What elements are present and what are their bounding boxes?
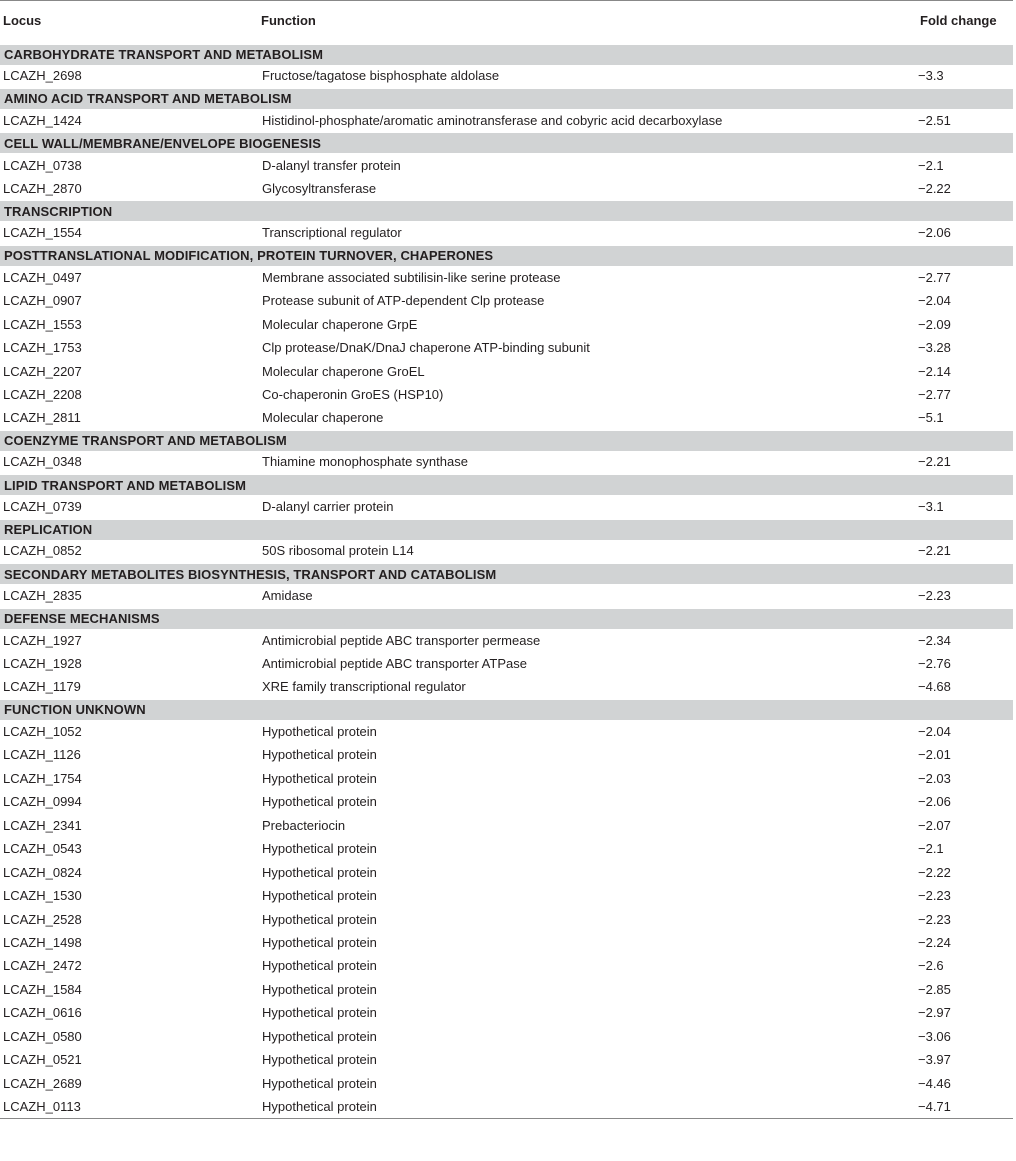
function-cell: Hypothetical protein xyxy=(262,841,377,857)
table-row xyxy=(0,978,1013,1001)
table-row xyxy=(0,1048,1013,1071)
fold-change-cell: −2.77 xyxy=(918,269,951,285)
function-cell: Molecular chaperone xyxy=(262,410,384,426)
function-cell: Amidase xyxy=(262,587,313,603)
section-title: COENZYME TRANSPORT AND METABOLISM xyxy=(0,430,1013,451)
function-cell: Glycosyltransferase xyxy=(262,180,377,196)
section-header-row xyxy=(0,608,1013,629)
function-cell: Hypothetical protein xyxy=(262,864,377,880)
table-header xyxy=(0,1,1013,44)
section-title: DEFENSE MECHANISMS xyxy=(0,608,1013,629)
locus-cell: LCAZH_0543 xyxy=(3,841,82,857)
table-row xyxy=(0,383,1013,406)
locus-cell: LCAZH_1424 xyxy=(3,112,82,128)
section-header-row xyxy=(0,430,1013,451)
table-row xyxy=(0,837,1013,860)
function-cell: Hypothetical protein xyxy=(262,794,377,810)
function-cell: D-alanyl transfer protein xyxy=(262,157,401,173)
function-cell: D-alanyl carrier protein xyxy=(262,498,394,514)
fold-change-cell: −2.23 xyxy=(918,587,951,603)
header-fold-change: Fold change xyxy=(918,1,1013,44)
function-cell: Hypothetical protein xyxy=(262,1075,377,1091)
table-row xyxy=(0,931,1013,954)
function-cell: Hypothetical protein xyxy=(262,1028,377,1044)
function-cell: Histidinol-phosphate/aromatic aminotransferase and cobyric acid decarboxylase xyxy=(262,112,723,128)
fold-change-cell: −2.76 xyxy=(918,656,951,672)
function-cell: Thiamine monophosphate synthase xyxy=(262,454,468,470)
locus-cell: LCAZH_0521 xyxy=(3,1052,82,1068)
section-title: POSTTRANSLATIONAL MODIFICATION, PROTEIN TURNOVER, CHAPERONES xyxy=(0,245,1013,266)
fold-change-cell: −3.1 xyxy=(918,498,944,514)
fold-change-cell: −2.77 xyxy=(918,387,951,403)
section-title: SECONDARY METABOLITES BIOSYNTHESIS, TRANSPORT AND CATABOLISM xyxy=(0,563,1013,584)
fold-change-cell: −2.6 xyxy=(918,958,944,974)
function-cell: Hypothetical protein xyxy=(262,888,377,904)
table-body xyxy=(0,44,1013,1119)
function-cell: Hypothetical protein xyxy=(262,981,377,997)
locus-cell: LCAZH_0852 xyxy=(3,543,82,559)
table-row xyxy=(0,584,1013,607)
section-header-row xyxy=(0,474,1013,495)
fold-change-cell: −4.46 xyxy=(918,1075,951,1091)
table-row xyxy=(0,720,1013,743)
locus-cell: LCAZH_0348 xyxy=(3,454,82,470)
function-cell: Hypothetical protein xyxy=(262,911,377,927)
function-cell: Membrane associated subtilisin-like serine protease xyxy=(262,269,561,285)
fold-change-cell: −4.71 xyxy=(918,1095,1013,1118)
table-row xyxy=(0,336,1013,359)
function-cell: Antimicrobial peptide ABC transporter ATPase xyxy=(262,656,527,672)
section-title: LIPID TRANSPORT AND METABOLISM xyxy=(0,474,1013,495)
function-cell: 50S ribosomal protein L14 xyxy=(262,543,414,559)
function-cell: Hypothetical protein xyxy=(262,1052,377,1068)
locus-cell: LCAZH_1179 xyxy=(3,679,81,695)
section-header-row xyxy=(0,563,1013,584)
fold-change-cell: −2.51 xyxy=(918,112,951,128)
fold-change-cell: −3.3 xyxy=(918,68,944,84)
table-row xyxy=(0,1001,1013,1024)
table-row xyxy=(0,743,1013,766)
table-row xyxy=(0,313,1013,336)
locus-cell: LCAZH_1754 xyxy=(3,770,82,786)
section-title: TRANSCRIPTION xyxy=(0,200,1013,221)
fold-change-cell: −3.97 xyxy=(918,1052,951,1068)
fold-change-cell: −2.04 xyxy=(918,724,951,740)
table-row xyxy=(0,153,1013,176)
fold-change-cell: −4.68 xyxy=(918,679,951,695)
function-cell: Molecular chaperone GroEL xyxy=(262,363,425,379)
fold-change-cell: −2.21 xyxy=(918,543,951,559)
fold-change-cell: −2.23 xyxy=(918,888,951,904)
locus-cell: LCAZH_0907 xyxy=(3,293,82,309)
table-row xyxy=(0,1071,1013,1094)
function-cell: Prebacteriocin xyxy=(262,817,346,833)
function-cell: Hypothetical protein xyxy=(262,1005,377,1021)
locus-cell: LCAZH_2207 xyxy=(3,363,82,379)
fold-change-cell: −2.1 xyxy=(918,157,944,173)
table-row xyxy=(0,65,1013,88)
function-cell: Hypothetical protein xyxy=(258,1095,918,1118)
section-header-row xyxy=(0,519,1013,540)
section-header-row xyxy=(0,88,1013,109)
fold-change-cell: −2.23 xyxy=(918,911,951,927)
locus-cell: LCAZH_2208 xyxy=(3,387,82,403)
fold-change-cell: −3.06 xyxy=(918,1028,951,1044)
function-cell: Fructose/tagatose bisphosphate aldolase xyxy=(262,68,500,84)
locus-cell: LCAZH_0994 xyxy=(3,794,82,810)
locus-cell: LCAZH_0616 xyxy=(3,1005,82,1021)
locus-cell: LCAZH_1554 xyxy=(3,224,82,240)
locus-cell: LCAZH_0739 xyxy=(3,498,82,514)
section-title: FUNCTION UNKNOWN xyxy=(0,699,1013,720)
locus-cell: LCAZH_1052 xyxy=(3,724,82,740)
table-row xyxy=(0,177,1013,200)
table-row xyxy=(0,109,1013,132)
function-cell: Hypothetical protein xyxy=(262,724,377,740)
table-row xyxy=(0,954,1013,977)
table-row xyxy=(0,884,1013,907)
table-row xyxy=(0,814,1013,837)
fold-change-cell: −2.22 xyxy=(918,180,951,196)
function-cell: Antimicrobial peptide ABC transporter permease xyxy=(262,632,541,648)
section-title: AMINO ACID TRANSPORT AND METABOLISM xyxy=(0,88,1013,109)
function-cell: Hypothetical protein xyxy=(262,958,377,974)
table-row xyxy=(0,675,1013,698)
function-cell: Co-chaperonin GroES (HSP10) xyxy=(262,387,444,403)
table-row xyxy=(0,266,1013,289)
fold-change-cell: −2.97 xyxy=(918,1005,951,1021)
locus-cell: LCAZH_1753 xyxy=(3,340,82,356)
fold-change-cell: −5.1 xyxy=(918,410,944,426)
locus-cell: LCAZH_2689 xyxy=(3,1075,82,1091)
fold-change-cell: −2.09 xyxy=(918,316,951,332)
section-header-row xyxy=(0,245,1013,266)
table-row xyxy=(0,1025,1013,1048)
function-cell: XRE family transcriptional regulator xyxy=(262,679,466,695)
table-row xyxy=(0,451,1013,474)
locus-cell: LCAZH_2835 xyxy=(3,587,82,603)
fold-change-cell: −2.06 xyxy=(918,794,951,810)
locus-cell: LCAZH_1530 xyxy=(3,888,82,904)
fold-change-cell: −3.28 xyxy=(918,340,951,356)
locus-cell: LCAZH_1126 xyxy=(3,747,81,763)
fold-change-cell: −2.21 xyxy=(918,454,951,470)
section-title: REPLICATION xyxy=(0,519,1013,540)
fold-change-cell: −2.01 xyxy=(918,747,951,763)
locus-cell: LCAZH_1553 xyxy=(3,316,82,332)
function-cell: Clp protease/DnaK/DnaJ chaperone ATP-binding subunit xyxy=(262,340,590,356)
locus-cell: LCAZH_2870 xyxy=(3,180,82,196)
function-cell: Hypothetical protein xyxy=(262,747,377,763)
function-cell: Hypothetical protein xyxy=(262,934,377,950)
fold-change-cell: −2.22 xyxy=(918,864,951,880)
table-row xyxy=(0,540,1013,563)
section-header-row xyxy=(0,699,1013,720)
table-row xyxy=(0,289,1013,312)
locus-cell: LCAZH_2528 xyxy=(3,911,82,927)
locus-cell: LCAZH_0580 xyxy=(3,1028,82,1044)
fold-change-cell: −2.85 xyxy=(918,981,951,997)
table-row xyxy=(0,629,1013,652)
fold-change-cell: −2.03 xyxy=(918,770,951,786)
fold-change-cell: −2.07 xyxy=(918,817,951,833)
section-title: CELL WALL/MEMBRANE/ENVELOPE BIOGENESIS xyxy=(0,132,1013,153)
function-cell: Protease subunit of ATP-dependent Clp protease xyxy=(262,293,545,309)
fold-change-cell: −2.14 xyxy=(918,363,951,379)
table-row xyxy=(0,1095,1013,1118)
table-row xyxy=(0,359,1013,382)
header-function: Function xyxy=(258,1,918,44)
locus-cell: LCAZH_1584 xyxy=(3,981,82,997)
locus-cell: LCAZH_2698 xyxy=(3,68,82,84)
table-row xyxy=(0,790,1013,813)
header-locus: Locus xyxy=(0,1,258,44)
section-header-row xyxy=(0,44,1013,65)
fold-change-cell: −2.34 xyxy=(918,632,951,648)
locus-cell: LCAZH_2341 xyxy=(3,817,82,833)
table-row xyxy=(0,860,1013,883)
table-row xyxy=(0,907,1013,930)
locus-cell: LCAZH_2472 xyxy=(3,958,82,974)
locus-cell: LCAZH_1928 xyxy=(3,656,82,672)
function-cell: Molecular chaperone GrpE xyxy=(262,316,418,332)
locus-cell: LCAZH_2811 xyxy=(3,410,81,426)
table-row xyxy=(0,495,1013,518)
header-row xyxy=(0,1,1013,44)
function-cell: Hypothetical protein xyxy=(262,770,377,786)
locus-cell: LCAZH_1498 xyxy=(3,934,82,950)
fold-change-cell: −2.04 xyxy=(918,293,951,309)
section-title: CARBOHYDRATE TRANSPORT AND METABOLISM xyxy=(0,44,1013,65)
table-row xyxy=(0,652,1013,675)
locus-cell: LCAZH_1927 xyxy=(3,632,82,648)
locus-cell: LCAZH_0824 xyxy=(3,864,82,880)
locus-cell: LCAZH_0113 xyxy=(0,1095,258,1118)
table-row xyxy=(0,221,1013,244)
fold-change-cell: −2.06 xyxy=(918,224,951,240)
locus-cell: LCAZH_0738 xyxy=(3,157,82,173)
fold-change-cell: −2.24 xyxy=(918,934,951,950)
section-header-row xyxy=(0,132,1013,153)
locus-cell: LCAZH_0497 xyxy=(3,269,82,285)
table-row xyxy=(0,406,1013,429)
section-header-row xyxy=(0,200,1013,221)
table-row xyxy=(0,767,1013,790)
function-cell: Transcriptional regulator xyxy=(262,224,402,240)
fold-change-cell: −2.1 xyxy=(918,841,944,857)
